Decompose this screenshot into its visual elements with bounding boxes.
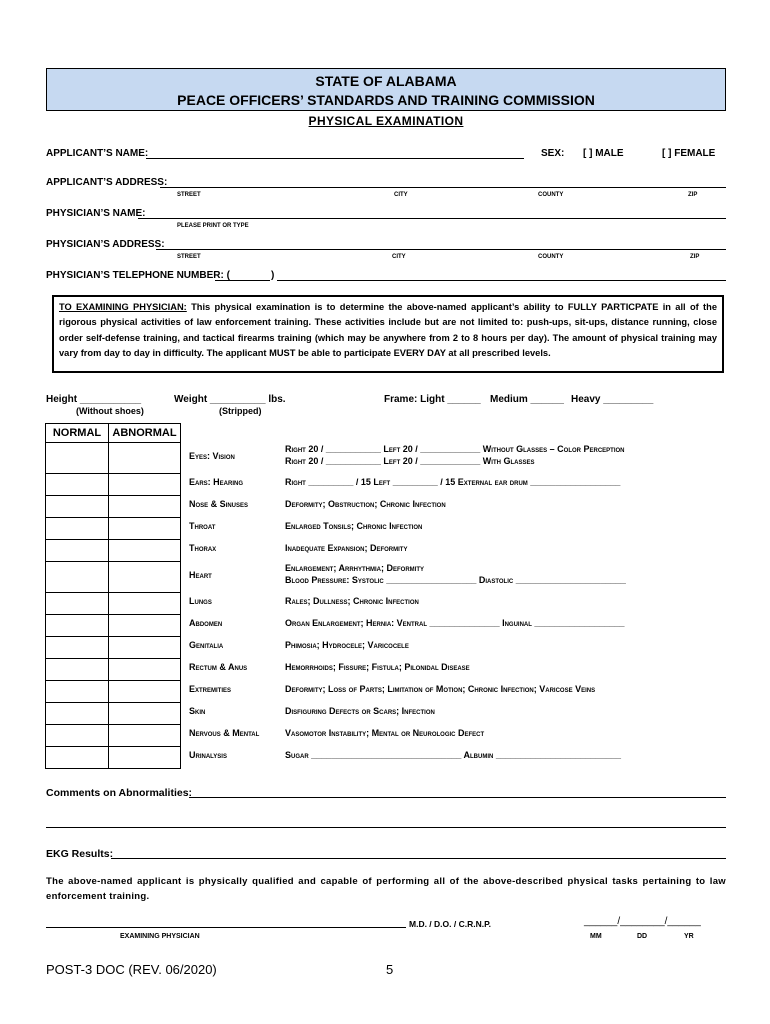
normal-checkbox-cell[interactable] xyxy=(46,518,109,540)
table-row xyxy=(46,443,181,474)
abnormal-checkbox-cell[interactable] xyxy=(109,593,181,615)
abnormal-checkbox-cell[interactable] xyxy=(109,747,181,769)
normal-checkbox-cell[interactable] xyxy=(46,637,109,659)
page-number: 5 xyxy=(386,962,394,977)
normal-column-header: NORMAL xyxy=(46,424,109,443)
exam-item-label: Eyes: Vision xyxy=(189,450,235,461)
applicant-zip-caption: ZIP xyxy=(688,192,698,198)
page-title: PHYSICAL EXAMINATION xyxy=(308,114,464,128)
sex-label: SEX: xyxy=(541,148,565,159)
table-row xyxy=(46,747,181,769)
physician-notice xyxy=(52,295,724,373)
exam-item-findings: Vasomotor Instability; Mental or Neurologic Defect xyxy=(285,728,485,738)
table-row xyxy=(46,703,181,725)
normal-checkbox-cell[interactable] xyxy=(46,593,109,615)
exam-item-label: Lungs xyxy=(189,596,212,606)
header-commission: PEACE OFFICERS’ STANDARDS AND TRAINING COMMISSION xyxy=(177,92,595,108)
table-row xyxy=(46,593,181,615)
exam-checklist-table xyxy=(45,423,181,769)
table-row xyxy=(46,540,181,562)
applicant-city-caption: CITY xyxy=(394,192,408,198)
applicant-name-label: APPLICANT’S NAME: xyxy=(46,148,149,159)
date-mm-caption: MM xyxy=(590,933,602,940)
physician-street-caption: STREET xyxy=(177,254,201,260)
normal-checkbox-cell[interactable] xyxy=(46,443,109,474)
abnormal-checkbox-cell[interactable] xyxy=(109,518,181,540)
table-row xyxy=(46,681,181,703)
abnormal-checkbox-cell[interactable] xyxy=(109,496,181,518)
qualification-statement: The above-named applicant is physically qualified and capable of performing all of the above-described physical tasks pertaining to law enforcement training. xyxy=(46,876,726,902)
table-row xyxy=(46,637,181,659)
physician-zip-caption: ZIP xyxy=(690,254,700,260)
table-row xyxy=(46,496,181,518)
exam-item-label: Genitalia xyxy=(189,640,224,650)
normal-checkbox-cell[interactable] xyxy=(46,659,109,681)
form-header xyxy=(46,68,726,111)
header-state: STATE OF ALABAMA xyxy=(315,73,457,89)
exam-item-label: Extremities xyxy=(189,684,232,694)
exam-item-findings: Sugar ______________________________ Albumin _________________________ xyxy=(285,750,621,760)
phone-paren-close: ) xyxy=(271,270,275,281)
comments-label: Comments on Abnormalities: xyxy=(46,787,193,799)
normal-checkbox-cell[interactable] xyxy=(46,747,109,769)
table-row xyxy=(46,725,181,747)
exam-item-label: Throat xyxy=(189,521,216,531)
weight-field[interactable]: Weight __________ lbs. xyxy=(174,394,286,405)
normal-checkbox-cell[interactable] xyxy=(46,681,109,703)
normal-checkbox-cell[interactable] xyxy=(46,540,109,562)
exam-item-label: Nose & Sinuses xyxy=(189,499,249,509)
table-row xyxy=(46,474,181,496)
exam-item-label: Urinalysis xyxy=(189,750,227,760)
physician-address-label: PHYSICIAN’S ADDRESS: xyxy=(46,239,165,250)
abnormal-checkbox-cell[interactable] xyxy=(109,443,181,474)
frame-light-field[interactable]: Frame: Light ______ xyxy=(384,394,481,405)
exam-item-label: Ears: Hearing xyxy=(189,477,244,487)
frame-heavy-field[interactable]: Heavy _________ xyxy=(571,394,654,405)
normal-checkbox-cell[interactable] xyxy=(46,474,109,496)
credentials-label: M.D. / D.O. / C.R.N.P. xyxy=(409,919,492,929)
exam-date-field[interactable]: ______/________/______ xyxy=(584,916,701,927)
physician-address-field[interactable] xyxy=(156,249,726,250)
applicant-name-field[interactable] xyxy=(146,158,524,159)
exam-item-findings-extra: Blood Pressure: Systolic __________________ Diastolic ______________________ xyxy=(285,575,626,585)
table-row xyxy=(46,615,181,637)
physician-county-caption: COUNTY xyxy=(538,254,564,260)
phone-area-code-field[interactable] xyxy=(215,280,270,281)
abnormal-checkbox-cell[interactable] xyxy=(109,615,181,637)
height-note: (Without shoes) xyxy=(76,406,144,416)
normal-checkbox-cell[interactable] xyxy=(46,725,109,747)
normal-checkbox-cell[interactable] xyxy=(46,562,109,593)
physician-signature-field[interactable] xyxy=(46,927,406,928)
exam-item-findings: Hemorrhoids; Fissure; Fistula; Pilonidal Disease xyxy=(285,662,470,672)
notice-lead: TO EXAMINING PHYSICIAN: xyxy=(59,302,187,312)
abnormal-checkbox-cell[interactable] xyxy=(109,725,181,747)
male-checkbox[interactable]: [ ] MALE xyxy=(583,148,624,159)
exam-item-findings: Enlargement; Arrhythmia; Deformity xyxy=(285,563,424,573)
notice-body: This physical examination is to determine the above-named applicant’s ability to FULLY PARTICPATE in all of the rigorous physical activities of law enforcement training. These activities include but are not limited to: push-ups, sit-ups, distance running, close order self-defense training, and tactical firearms training (which may be anywhere from 2 to 8 hours per day). The amount of physical training may vary from day to day in difficulty. The applicant MUST be able to participate EVERY DAY at all prescribed levels. xyxy=(59,302,717,359)
ekg-label: EKG Results: xyxy=(46,848,114,860)
comments-field[interactable] xyxy=(189,797,726,798)
applicant-address-field[interactable] xyxy=(160,187,726,188)
normal-checkbox-cell[interactable] xyxy=(46,615,109,637)
abnormal-checkbox-cell[interactable] xyxy=(109,659,181,681)
physician-phone-label: PHYSICIAN’S TELEPHONE NUMBER: ( xyxy=(46,270,230,281)
exam-item-findings: Right 20 / ___________ Left 20 / ____________ Without Glasses – Color Perception xyxy=(285,444,625,454)
exam-item-findings: Deformity; Loss of Parts; Limitation of Motion; Chronic Infection; Varicose Veins xyxy=(285,684,596,694)
applicant-street-caption: STREET xyxy=(177,192,201,198)
exam-item-label: Skin xyxy=(189,706,206,716)
applicant-county-caption: COUNTY xyxy=(538,192,564,198)
table-row xyxy=(46,518,181,540)
frame-medium-field[interactable]: Medium ______ xyxy=(490,394,564,405)
abnormal-checkbox-cell[interactable] xyxy=(109,540,181,562)
height-field[interactable]: Height ___________ xyxy=(46,394,142,405)
abnormal-checkbox-cell[interactable] xyxy=(109,637,181,659)
exam-item-findings: Right _________ / 15 Left _________ / 15 External ear drum __________________ xyxy=(285,477,621,487)
exam-item-label: Heart xyxy=(189,569,212,580)
exam-item-label: Rectum & Anus xyxy=(189,662,248,672)
physician-name-field[interactable] xyxy=(138,218,726,219)
date-dd-caption: DD xyxy=(637,933,648,940)
female-checkbox[interactable]: [ ] FEMALE xyxy=(662,148,716,159)
exam-item-findings: Phimosia; Hydrocele; Varicocele xyxy=(285,640,409,650)
table-row xyxy=(46,562,181,593)
exam-item-findings: Rales; Dullness; Chronic Infection xyxy=(285,596,419,606)
physician-name-label: PHYSICIAN’S NAME: xyxy=(46,208,146,219)
form-number: POST-3 DOC (REV. 06/2020) xyxy=(46,962,217,977)
physician-city-caption: CITY xyxy=(392,254,406,260)
abnormal-checkbox-cell[interactable] xyxy=(109,562,181,593)
print-hint: PLEASE PRINT OR TYPE xyxy=(177,223,249,229)
abnormal-checkbox-cell[interactable] xyxy=(109,474,181,496)
exam-item-findings: Deformity; Obstruction; Chronic Infection xyxy=(285,499,446,509)
phone-number-field[interactable] xyxy=(277,280,726,281)
date-yr-caption: YR xyxy=(684,933,694,940)
exam-item-findings: Organ Enlargement; Hernia: Ventral ______________ Inguinal __________________ xyxy=(285,618,625,628)
examining-physician-caption: EXAMINING PHYSICIAN xyxy=(120,933,200,940)
exam-item-label: Thorax xyxy=(189,543,217,553)
comments-field-line2[interactable] xyxy=(46,827,726,828)
normal-checkbox-cell[interactable] xyxy=(46,496,109,518)
table-row xyxy=(46,659,181,681)
exam-item-label: Nervous & Mental xyxy=(189,728,260,738)
exam-item-findings: Disfiguring Defects or Scars; Infection xyxy=(285,706,435,716)
exam-item-label: Abdomen xyxy=(189,618,223,628)
exam-item-findings: Inadequate Expansion; Deformity xyxy=(285,543,408,553)
weight-note: (Stripped) xyxy=(219,406,262,416)
abnormal-checkbox-cell[interactable] xyxy=(109,703,181,725)
exam-item-findings-extra: Right 20 / ___________ Left 20 / ____________ With Glasses xyxy=(285,456,535,466)
applicant-address-label: APPLICANT’S ADDRESS: xyxy=(46,177,168,188)
normal-checkbox-cell[interactable] xyxy=(46,703,109,725)
ekg-field[interactable] xyxy=(111,858,726,859)
exam-item-findings: Enlarged Tonsils; Chronic Infection xyxy=(285,521,423,531)
abnormal-checkbox-cell[interactable] xyxy=(109,681,181,703)
abnormal-column-header: ABNORMAL xyxy=(109,424,181,443)
